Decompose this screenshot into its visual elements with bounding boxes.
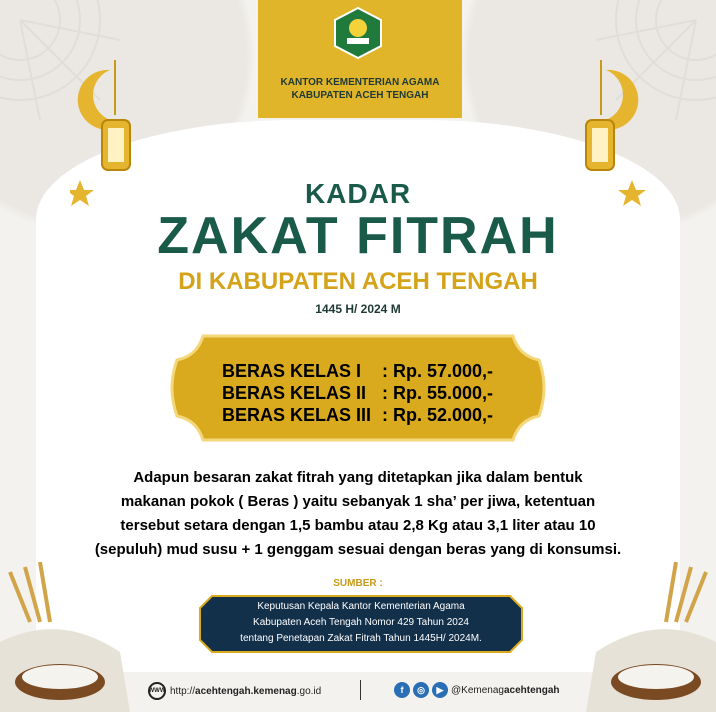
handle-prefix: @Kemenag <box>451 684 504 696</box>
footer-divider <box>360 680 361 700</box>
url-prefix: http:// <box>170 685 196 697</box>
price-row <box>222 404 493 426</box>
title-region: DI KABUPATEN ACEH TENGAH <box>178 268 538 295</box>
website-link[interactable] <box>148 682 321 700</box>
instagram-icon[interactable]: ◎ <box>413 682 429 698</box>
description-line: (sepuluh) mud susu + 1 genggam sesuai dengan beras yang di konsumsi. <box>94 541 622 558</box>
title-kadar: KADAR <box>304 178 412 209</box>
office-line-1: KANTOR KEMENTERIAN AGAMA <box>280 77 440 88</box>
facebook-icon[interactable]: f <box>394 682 410 698</box>
price-label: BERAS KELAS I <box>222 361 362 381</box>
social-handle <box>451 685 560 696</box>
rice-sack-right-icon <box>576 562 716 712</box>
price-list <box>222 360 493 426</box>
globe-icon: WWW <box>148 682 166 700</box>
description-line: tersebut setara dengan 1,5 bambu atau 2,8 Kg atau 3,1 liter atau 10 <box>120 517 596 534</box>
source-line: Kabupaten Aceh Tengah Nomor 429 Tahun 2024 <box>253 617 469 628</box>
source-line: Keputusan Kepala Kantor Kementerian Agama <box>257 601 465 612</box>
title-main: ZAKAT FITRAH <box>157 207 559 265</box>
price-row <box>222 382 493 404</box>
price-label: BERAS KELAS III <box>222 405 372 425</box>
url-domain: acehtengah.kemenag <box>195 685 297 697</box>
source-text <box>198 599 524 647</box>
description-line: Adapun besaran zakat fitrah yang ditetapkan jika dalam bentuk <box>133 469 583 486</box>
description-line: makanan pokok ( Beras ) yaitu sebanyak 1 sha’ per jiwa, ketentuan <box>120 493 596 510</box>
youtube-icon[interactable]: ▶ <box>432 682 448 698</box>
handle-name: acehtengah <box>503 684 560 696</box>
description <box>52 466 664 562</box>
kemenag-logo-icon <box>331 6 385 60</box>
rice-sack-left-icon <box>0 562 140 712</box>
office-line-2: KABUPATEN ACEH TENGAH <box>291 90 429 101</box>
price-label: BERAS KELAS II <box>222 383 367 403</box>
title-year: 1445 H/ 2024 M <box>315 302 401 316</box>
source-line: tentang Penetapan Zakat Fitrah Tahun 1445H/ 2024M. <box>240 633 482 644</box>
url-suffix: .go.id <box>296 685 322 697</box>
price-value: : Rp. 57.000,- <box>382 361 494 381</box>
office-name <box>258 76 462 102</box>
website-url <box>170 686 321 697</box>
source-label: SUMBER : <box>333 578 383 589</box>
price-row <box>222 360 493 382</box>
price-value: : Rp. 55.000,- <box>382 383 494 403</box>
price-value: : Rp. 52.000,- <box>382 405 494 425</box>
social-handles[interactable] <box>394 682 560 698</box>
